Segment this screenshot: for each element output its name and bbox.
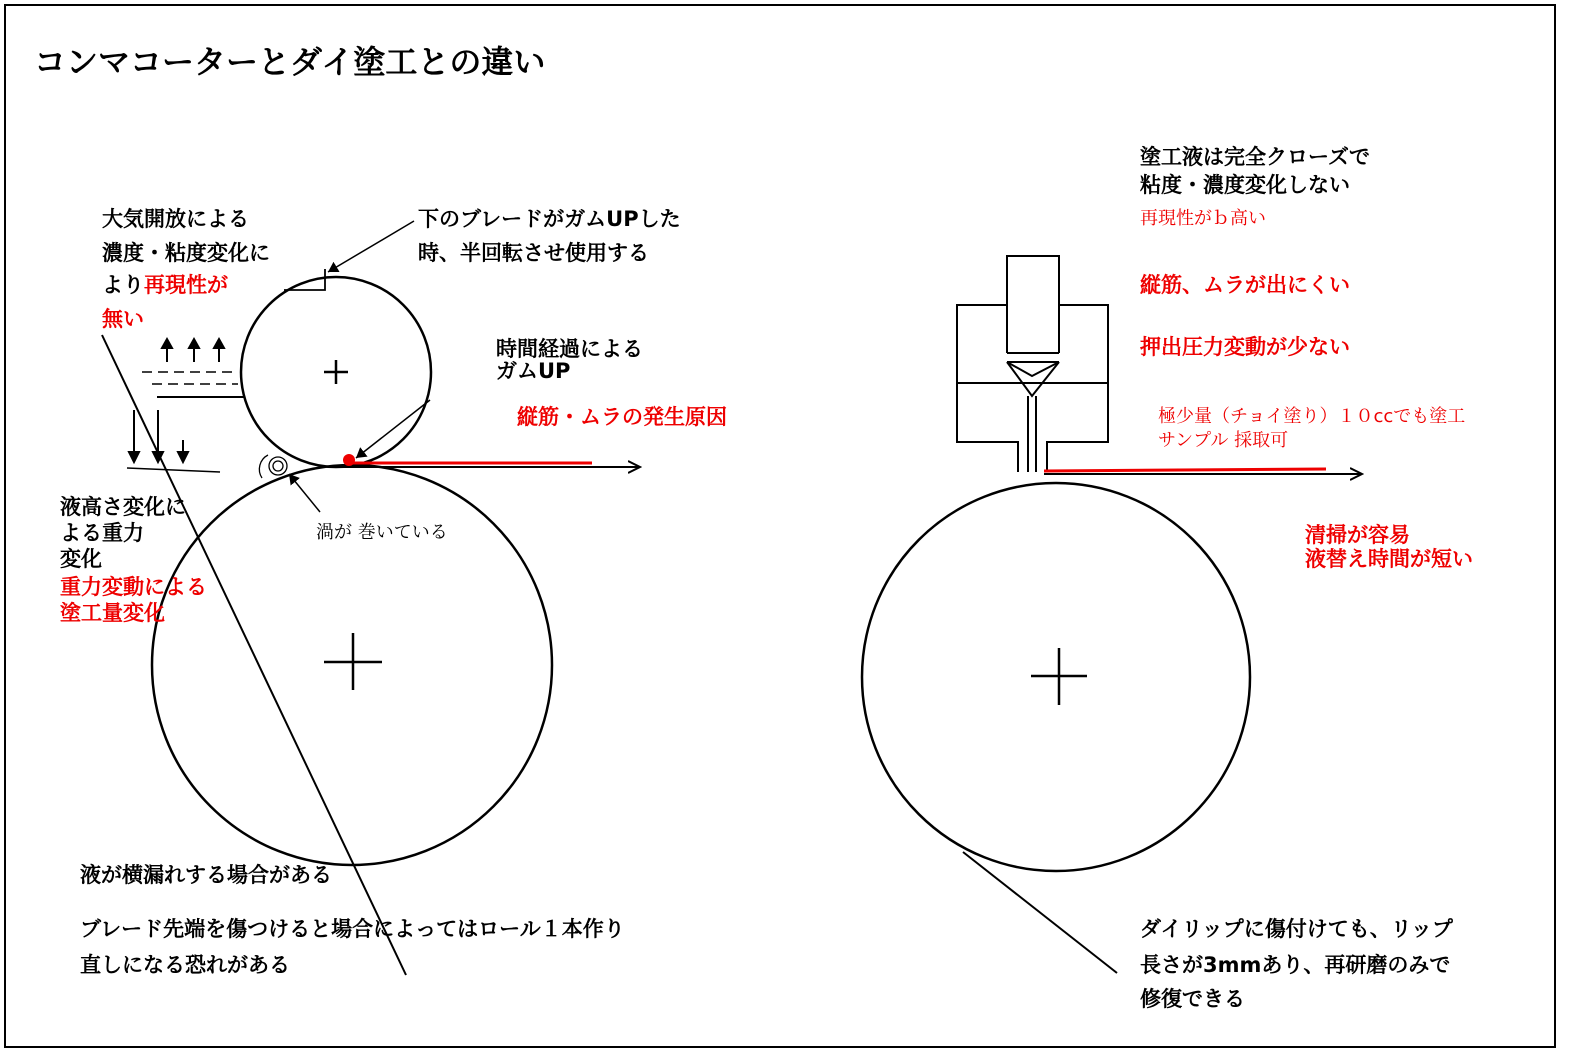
- die-internal-lines: [957, 305, 1108, 472]
- sample-label-1: 極少量（チョイ塗り）１０ccでも塗工: [1158, 406, 1466, 427]
- pressure-label: 押出圧力変動が少ない: [1140, 335, 1350, 359]
- vortex-icon: [259, 455, 287, 478]
- streak-label: 縦筋、ムラが出にくい: [1140, 273, 1350, 297]
- gravity-arrows: [129, 410, 188, 462]
- lip-label-2: 長さが3mmあり、再研磨のみで: [1140, 953, 1451, 977]
- page-title: コンマコーターとダイ塗工との違い: [34, 43, 546, 81]
- closed-label-1: 塗工液は完全クローズで: [1140, 145, 1370, 169]
- vortex-leader: [289, 474, 320, 512]
- atmosphere-label-3: [102, 272, 228, 299]
- die-coater-diagram: [862, 256, 1362, 973]
- die-body: [957, 256, 1108, 472]
- repro-label: 再現性がｂ高い: [1140, 208, 1266, 229]
- die-coating-film: [1044, 469, 1326, 471]
- height-label-3: 変化: [60, 547, 102, 571]
- gravity-label-1: 重力変動による: [60, 575, 207, 599]
- atmosphere-label-4: 無い: [102, 307, 144, 331]
- atmosphere-label-3-red: 再現性が: [144, 273, 228, 297]
- lip-label-3: 修復できる: [1140, 987, 1245, 1011]
- height-label-2: よる重力: [60, 521, 144, 545]
- damage-label-1: ブレード先端を傷つけると場合によってはロール１本作り: [80, 917, 625, 941]
- atmosphere-label-2: 濃度・粘度変化に: [102, 241, 270, 265]
- backup-roll-center-mark: [324, 633, 382, 690]
- closed-label-2: 粘度・濃度変化しない: [1140, 173, 1350, 197]
- clean-label-1: 清掃が容易: [1305, 523, 1410, 547]
- die-roll-center-mark: [1031, 648, 1087, 705]
- streak-cause-label: 縦筋・ムラの発生原因: [517, 405, 727, 429]
- lip-label-1: ダイリップに傷付けても、リップ: [1140, 917, 1453, 941]
- height-label-1: 液高さ変化に: [60, 495, 186, 519]
- liquid-dashed-lines: [142, 372, 238, 384]
- gravity-label-2: 塗工量変化: [60, 601, 165, 625]
- blade-leader: [328, 221, 414, 272]
- clean-label-2: 液替え時間が短い: [1305, 547, 1473, 571]
- evaporation-arrows: [162, 339, 224, 362]
- blade-label-1: 下のブレードがガムUPした: [418, 207, 681, 231]
- comma-roll-center-mark: [324, 360, 348, 384]
- sample-label-2: サンプル 採取可: [1158, 430, 1289, 451]
- damage-label-2: 直しになる恐れがある: [80, 953, 290, 977]
- gum-label-1: 時間経過による: [496, 337, 643, 361]
- atmosphere-label-1: 大気開放による: [102, 207, 249, 231]
- atmosphere-label-3-prefix: より: [102, 273, 144, 297]
- blade-label-2: 時、半回転させ使用する: [418, 241, 649, 265]
- liquid-surface-lower: [127, 468, 220, 472]
- gum-label-2: ガムUP: [496, 359, 571, 383]
- vortex-label: 渦が 巻いている: [316, 522, 448, 543]
- leak-label: 液が横漏れする場合がある: [80, 863, 332, 887]
